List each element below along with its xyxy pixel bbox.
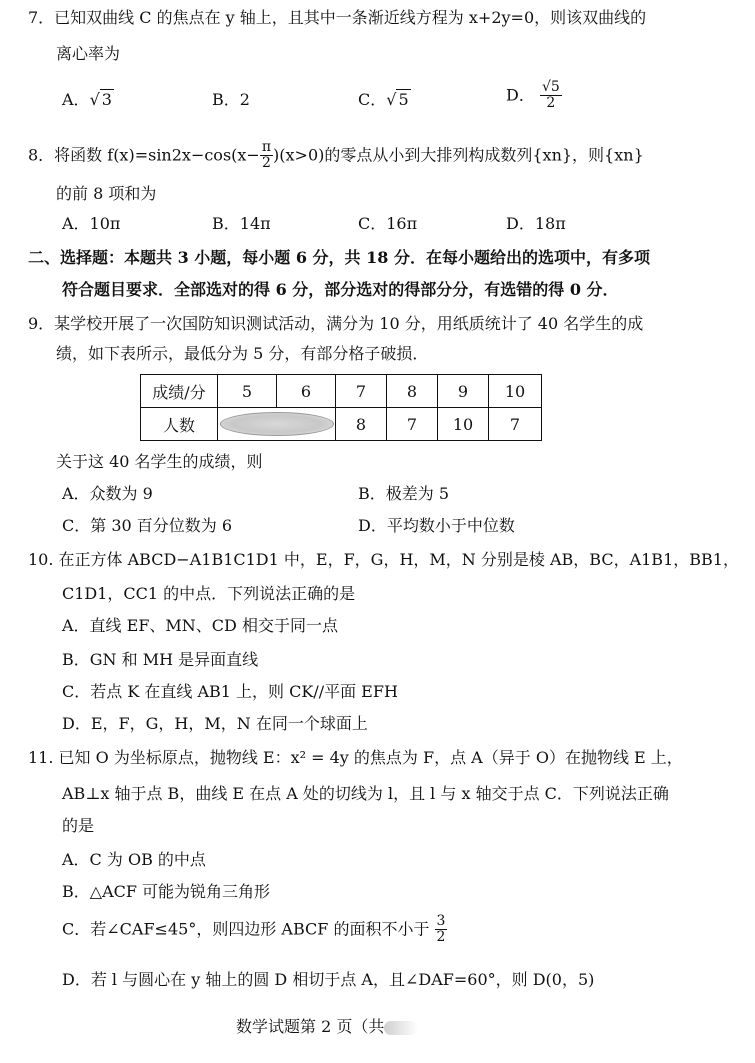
q11-option-d: D．若 l 与圆心在 y 轴上的圆 D 相切于点 A，且∠DAF=60°，则 D(0，5)	[62, 970, 595, 989]
q8-stem-line1	[28, 140, 644, 172]
q8-stem-line1-b: )(x>0)的零点从小到大排列构成数列{xn}，则{xn}	[273, 145, 644, 165]
q11-option-c-denominator: 2	[436, 929, 446, 946]
table-cell-count: 10	[438, 408, 489, 441]
q8-option-a: A．10π	[62, 214, 121, 233]
q9-score-table	[140, 374, 542, 441]
table-cell-score: 9	[438, 375, 489, 408]
q7-option-d-numerator: √5	[541, 79, 560, 95]
q11-option-c-text: C．若∠CAF≤45°，则四边形 ABCF 的面积不小于	[62, 919, 430, 939]
q10-stem-line1: 10. 在正方体 ABCD−A1B1C1D1 中，E，F，G，H，M，N 分别是棱 AB，BC，A1B1，BB1，	[28, 550, 739, 569]
q11-stem-line2: AB⊥x 轴于点 B，曲线 E 在点 A 处的切线为 l，且 l 与 x 轴交于点 C．下列说法正确	[62, 784, 669, 803]
q11-option-b: B．△ACF 可能为锐角三角形	[62, 882, 271, 901]
table-cell-count: 7	[489, 408, 542, 441]
table-cell-damaged	[218, 408, 336, 441]
q7-option-c-label: C．	[358, 90, 387, 109]
q11-stem-line1: 11. 已知 O 为坐标原点，抛物线 E：x² = 4y 的焦点为 F，点 A（异于 O）在抛物线 E 上，	[28, 748, 683, 767]
table-cell-score: 5	[218, 375, 277, 408]
table-cell-score: 6	[277, 375, 336, 408]
q8-option-c: C．16π	[358, 214, 418, 233]
damaged-smudge-icon	[220, 412, 334, 436]
q9-option-c: C．第 30 百分位数为 6	[62, 516, 233, 535]
q7-option-d-fraction	[540, 80, 562, 112]
q11-stem-line3: 的是	[62, 816, 95, 835]
sqrt-icon: √	[89, 90, 100, 109]
sqrt-icon: √	[386, 90, 397, 109]
q8-fraction-numerator: π	[261, 139, 272, 155]
q7-option-a-label: A．	[62, 90, 90, 109]
q8-fraction-denominator: 2	[261, 155, 271, 172]
q7-stem-line2: 离心率为	[56, 44, 121, 63]
q10-option-a: A．直线 EF、MN、CD 相交于同一点	[62, 616, 338, 635]
q9-option-b: B．极差为 5	[358, 484, 450, 503]
q10-option-c: C．若点 K 在直线 AB1 上，则 CK//平面 EFH	[62, 682, 398, 701]
q10-option-d: D．E，F，G，H，M，N 在同一个球面上	[62, 714, 368, 733]
q7-option-a	[62, 90, 114, 109]
q7-option-d	[506, 80, 562, 112]
q10-option-b: B．GN 和 MH 是异面直线	[62, 650, 259, 669]
table-cell-count: 8	[336, 408, 387, 441]
q9-option-d: D．平均数小于中位数	[358, 516, 515, 535]
q7-option-a-value: 3	[101, 90, 112, 109]
q8-stem-line1-a: 8．将函数 f(x)=sin2x−cos(x−	[28, 145, 260, 165]
table-cell-count: 7	[387, 408, 438, 441]
q10-stem-line2: C1D1，CC1 的中点．下列说法正确的是	[62, 584, 356, 603]
q9-option-a: A．众数为 9	[62, 484, 153, 503]
q7-option-d-label: D．	[506, 85, 535, 105]
q7-stem-line1: 7．已知双曲线 C 的焦点在 y 轴上，且其中一条渐近线方程为 x+2y=0，则该双曲线的	[28, 8, 647, 27]
q11-option-c-numerator: 3	[436, 913, 446, 929]
q11-option-c-fraction	[435, 914, 448, 946]
section2-instructions-line2: 符合题目要求．全部选对的得 6 分，部分选对的得部分分，有选错的得 0 分．	[62, 280, 619, 299]
table-row	[141, 408, 542, 441]
table-cell-score: 8	[387, 375, 438, 408]
q11-option-c	[62, 914, 447, 946]
table-row	[141, 375, 542, 408]
q8-pi-fraction	[260, 140, 273, 172]
table-cell-score: 7	[336, 375, 387, 408]
table-cell-score: 10	[489, 375, 542, 408]
section2-instructions-line1: 二、选择题：本题共 3 小题，每小题 6 分，共 18 分．在每小题给出的选项中，有多项	[28, 248, 650, 267]
q9-stem-line2: 绩，如下表所示，最低分为 5 分，有部分格子破损．	[56, 344, 429, 363]
q11-option-a: A．C 为 OB 的中点	[62, 850, 206, 869]
q8-option-d: D．18π	[506, 214, 566, 233]
q8-stem-line2: 的前 8 项和为	[56, 184, 157, 203]
blurred-footer-icon	[384, 1021, 418, 1035]
page-footer	[236, 1014, 418, 1037]
q7-option-d-denominator: 2	[546, 95, 556, 112]
q7-option-c-value: 5	[398, 90, 409, 109]
q8-option-b: B．14π	[212, 214, 271, 233]
q9-stem-line3: 关于这 40 名学生的成绩，则	[56, 452, 263, 471]
table-header-score-label: 成绩/分	[141, 375, 218, 408]
table-header-count-label: 人数	[141, 408, 218, 441]
q7-option-c	[358, 90, 411, 109]
q9-stem-line1: 9．某学校开展了一次国防知识测试活动，满分为 10 分，用纸质统计了 40 名学生的成	[28, 314, 644, 333]
page-footer-text: 数学试题第 2 页（共	[236, 1017, 385, 1036]
q7-option-b: B．2	[212, 90, 250, 109]
